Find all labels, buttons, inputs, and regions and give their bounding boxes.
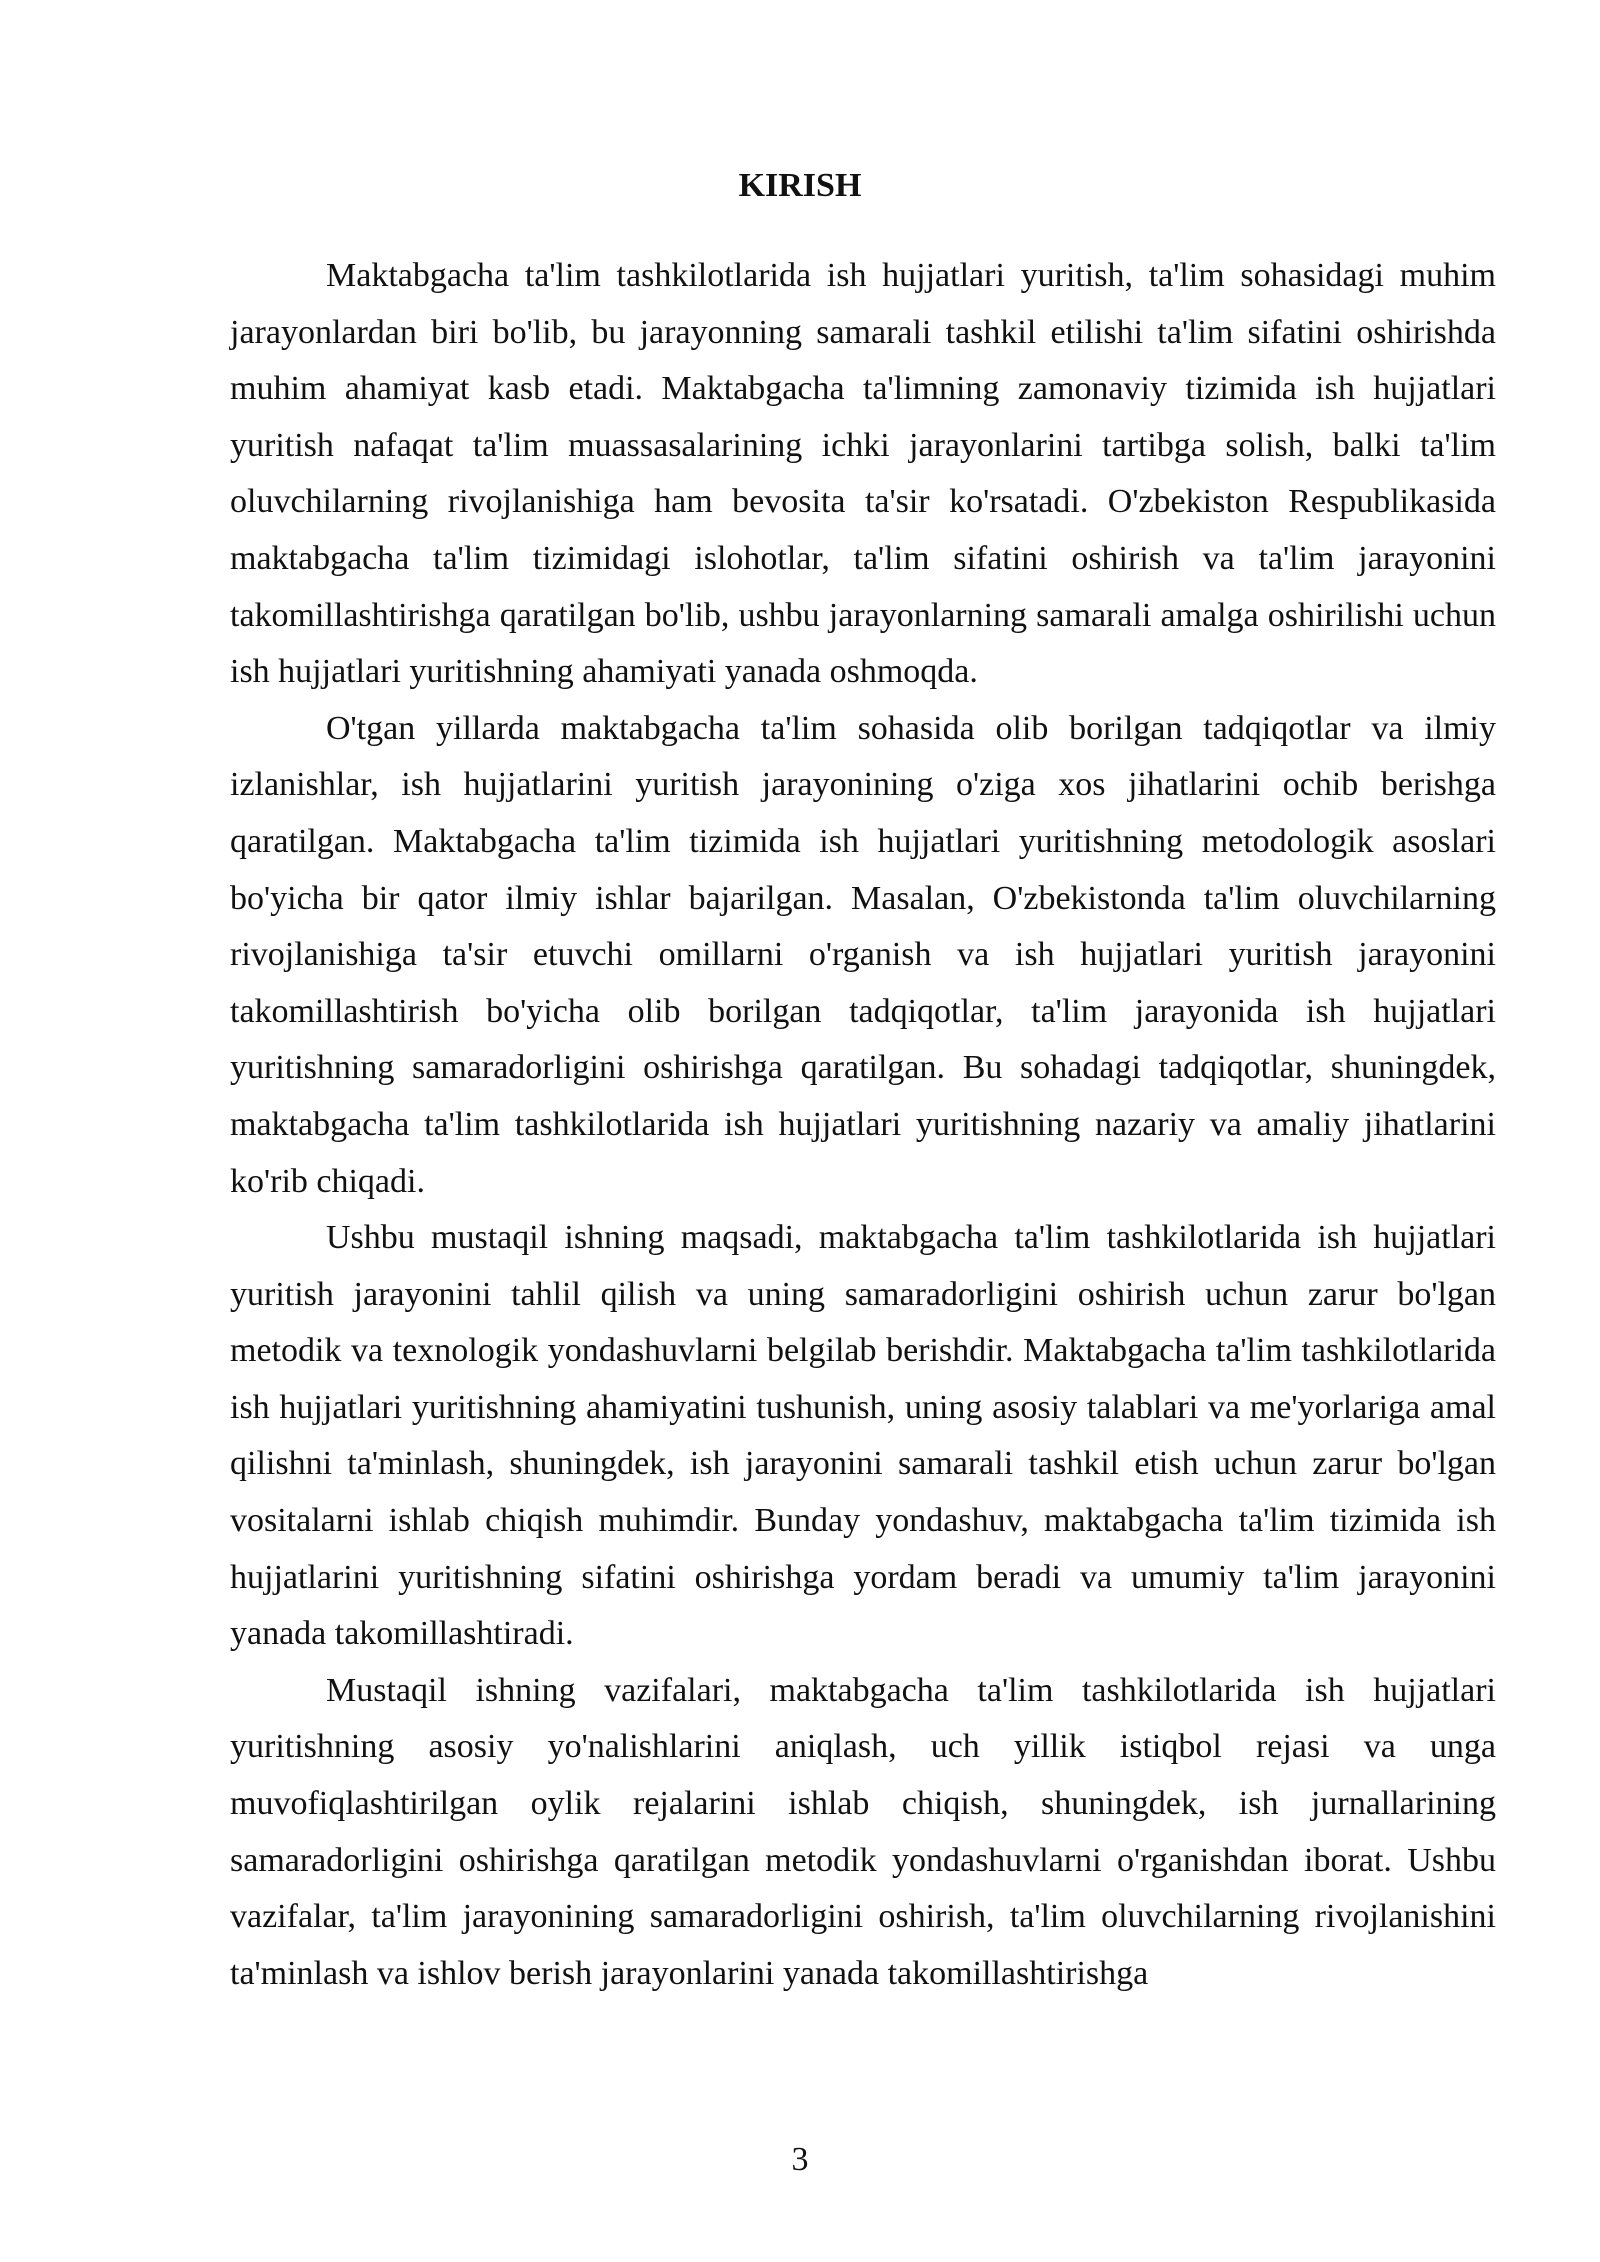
page-title: KIRISH [738,167,862,204]
paragraph-1: Maktabgacha ta'lim tashkilotlarida ish hujjatlari yuritish, ta'lim sohasidagi muhim jarayonlardan biri bo'lib, bu jarayonning samarali tashkil etilishi ta'lim sifatini oshirishda muhim ahamiyat kasb etadi. Maktabgacha ta'limning zamonaviy tizimida ish hujjatlari yuritish nafaqat ta'lim muassasalarining ichki jarayonlarini tartibga solish, balki ta'lim oluvchilarning rivojlanishiga ham bevosita ta'sir ko'rsatadi. O'zbekiston Respublikasida maktabgacha ta'lim tizimidagi islohotlar, ta'lim sifatini oshirish va ta'lim jarayonini takomillashtirishga qaratilgan bo'lib, ushbu jarayonlarning samarali amalga oshirilishi uchun ish hujjatlari yuritishning ahamiyati yanada oshmoqda. [230,257,1496,691]
body-text [230,248,1496,2002]
paragraph-4: Mustaqil ishning vazifalari, maktabgacha ta'lim tashkilotlarida ish hujjatlari yuritishning asosiy yo'nalishlarini aniqlash, uch yillik istiqbol rejasi va unga muvofiqlashtirilgan oylik rejalarini ishlab chiqish, shuningdek, ish jurnallarining samaradorligini oshirishga qaratilgan metodik yondashuvlarni o'rganishdan iborat. Ushbu vazifalar, ta'lim jarayonining samaradorligini oshirish, ta'lim oluvchilarning rivojlanishini ta'minlash va ishlov berish jarayonlarini yanada takomillashtirishga [230,1671,1496,1992]
page-number: 3 [791,2141,809,2178]
paragraph-2: O'tgan yillarda maktabgacha ta'lim sohasida olib borilgan tadqiqotlar va ilmiy izlanishlar, ish hujjatlarini yuritish jarayonining o'ziga xos jihatlarini ochib berishga qaratilgan. Maktabgacha ta'lim tizimida ish hujjatlari yuritishning metodologik asoslari bo'yicha bir qator ilmiy ishlar bajarilgan. Masalan, O'zbekistonda ta'lim oluvchilarning rivojlanishiga ta'sir etuvchi omillarni o'rganish va ish hujjatlari yuritish jarayonini takomillashtirish bo'yicha olib borilgan tadqiqotlar, ta'lim jarayonida ish hujjatlari yuritishning samaradorligini oshirishga qaratilgan. Bu sohadagi tadqiqotlar, shuningdek, maktabgacha ta'lim tashkilotlarida ish hujjatlari yuritishning nazariy va amaliy jihatlarini ko'rib chiqadi. [230,709,1496,1200]
paragraph-3: Ushbu mustaqil ishning maqsadi, maktabgacha ta'lim tashkilotlarida ish hujjatlari yuritish jarayonini tahlil qilish va uning samaradorligini oshirish uchun zarur bo'lgan metodik va texnologik yondashuvlarni belgilab berishdir. Maktabgacha ta'lim tashkilotlarida ish hujjatlari yuritishning ahamiyatini tushunish, uning asosiy talablari va me'yorlariga amal qilishni ta'minlash, shuningdek, ish jarayonini samarali tashkil etish uchun zarur bo'lgan vositalarni ishlab chiqish muhimdir. Bunday yondashuv, maktabgacha ta'lim tizimida ish hujjatlarini yuritishning sifatini oshirishga yordam beradi va umumiy ta'lim jarayonini yanada takomillashtiradi. [230,1219,1496,1653]
